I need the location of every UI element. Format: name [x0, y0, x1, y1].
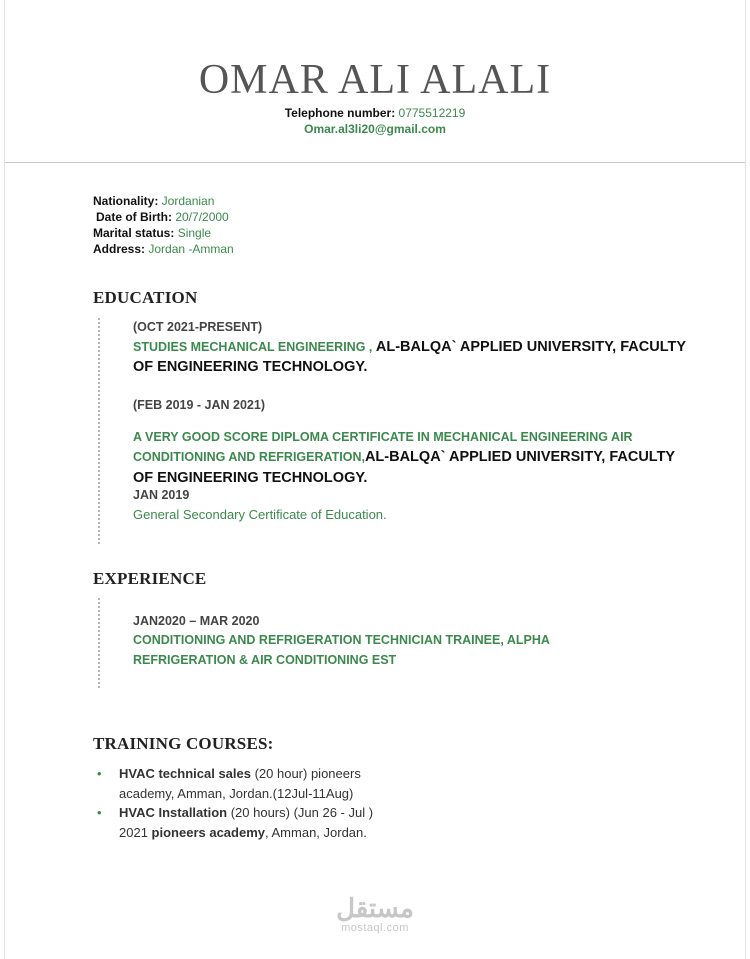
education-institution-2: AL-BALQA` APPLIED UNIVERSITY, FACULTY OF ENGINEERING TECHNOLOGY.	[133, 449, 675, 486]
address-row	[93, 241, 234, 257]
education-detail-3: General Secondary Certificate of Education.	[133, 507, 387, 522]
watermark	[5, 894, 745, 934]
personal-info	[93, 193, 234, 257]
resume-page	[4, 0, 746, 959]
education-entry-3	[133, 488, 693, 522]
experience-role: CONDITIONING AND REFRIGERATION TECHNICIAN TRAINEE, ALPHA REFRIGERATION & AIR CONDITIONING EST	[133, 633, 550, 667]
phone-value: 0775512219	[395, 106, 466, 120]
nationality-value: Jordanian	[158, 194, 215, 208]
address-label: Address:	[93, 242, 146, 256]
nationality-label: Nationality:	[93, 194, 159, 208]
marital-row	[93, 225, 234, 241]
email-link[interactable]: Omar.al3li20@gmail.com	[304, 122, 446, 136]
experience-date: JAN2020 – MAR 2020	[133, 614, 260, 628]
list-item	[97, 764, 387, 803]
education-heading: EDUCATION	[93, 288, 198, 307]
training-heading: TRAINING COURSES:	[93, 734, 274, 753]
address-value: Jordan -Amman	[145, 242, 234, 256]
education-entry-2	[133, 398, 693, 488]
course-details: (20 hours) (Jun 26 - Jul ) 2021	[119, 805, 374, 840]
education-entry-1	[133, 320, 693, 377]
watermark-latin: mostaql.com	[341, 922, 409, 934]
experience-heading: EXPERIENCE	[93, 569, 207, 588]
education-degree-1: STUDIES MECHANICAL ENGINEERING ,	[133, 340, 376, 354]
bullet-icon: •	[97, 805, 102, 820]
resume-header	[5, 0, 745, 163]
course-name: HVAC Installation	[119, 805, 228, 820]
dob-row	[93, 209, 234, 225]
course-provider: pioneers academy	[151, 824, 265, 840]
education-date-2: (FEB 2019 - JAN 2021)	[133, 398, 266, 412]
dob-label: Date of Birth:	[96, 210, 172, 224]
marital-value: Single	[174, 226, 212, 240]
education-date-1: (OCT 2021-PRESENT)	[133, 320, 263, 334]
course-name: HVAC technical sales	[119, 766, 251, 781]
dob-value: 20/7/2000	[172, 210, 229, 224]
experience-timeline	[98, 598, 100, 688]
education-date-3: JAN 2019	[133, 488, 190, 502]
education-timeline	[98, 318, 100, 544]
course-location: , Amman, Jordan.	[265, 824, 367, 840]
training-list	[97, 764, 387, 842]
education-degree-2: A VERY GOOD SCORE DIPLOMA CERTIFICATE IN MECHANICAL ENGINEERING AIR CONDITIONING AND REFRIGERATION,	[133, 430, 633, 464]
nationality-row	[93, 193, 234, 209]
experience-entry	[133, 614, 593, 670]
phone-label: Telephone number:	[284, 106, 396, 120]
course-details: (20 hour) pioneers academy, Amman, Jordan.(12Jul-11Aug)	[119, 766, 361, 801]
watermark-arabic: مستقل	[336, 893, 414, 923]
candidate-name: OMAR ALI ALALI	[198, 57, 552, 103]
education-institution-1: AL-BALQA` APPLIED UNIVERSITY, FACULTY OF ENGINEERING TECHNOLOGY.	[133, 339, 686, 375]
list-item	[97, 803, 387, 842]
bullet-icon: •	[97, 766, 102, 781]
phone-line	[5, 106, 745, 120]
marital-label: Marital status:	[93, 226, 175, 240]
